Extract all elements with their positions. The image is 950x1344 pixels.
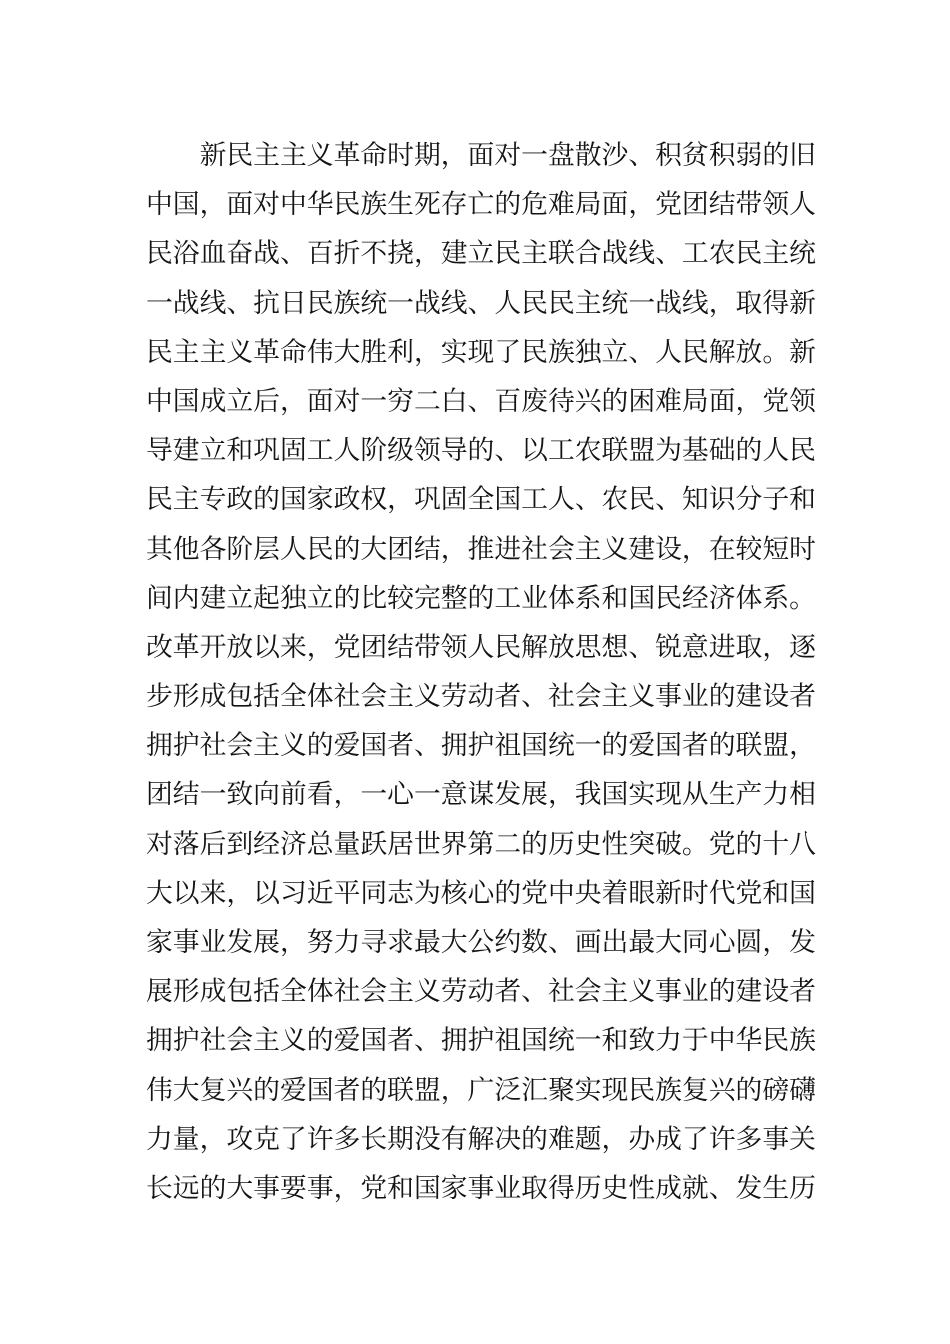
text-line: 中国，面对中华民族生死存亡的危难局面，党团结带领人 <box>146 189 816 221</box>
text-line: 中国成立后，面对一穷二白、百废待兴的困难局面，党领 <box>146 385 816 417</box>
text-line: 一战线、抗日民族统一战线、人民民主统一战线，取得新 <box>146 287 816 319</box>
text-line: 民主专政的国家政权，巩固全国工人、农民、知识分子和 <box>146 484 816 516</box>
text-line: 其他各阶层人民的大团结，推进社会主义建设，在较短时 <box>146 533 816 565</box>
text-line: 改革开放以来，党团结带领人民解放思想、锐意进取，逐 <box>146 631 816 663</box>
text-line: 间内建立起独立的比较完整的工业体系和国民经济体系。 <box>146 582 816 614</box>
text-line: 伟大复兴的爱国者的联盟，广泛汇聚实现民族复兴的磅礴 <box>146 1074 816 1106</box>
text-line: 民浴血奋战、百折不挠，建立民主联合战线、工农民主统 <box>146 238 816 270</box>
text-line: 新民主主义革命时期，面对一盘散沙、积贫积弱的旧 <box>146 140 816 171</box>
body-paragraph <box>146 131 816 1213</box>
text-line: 展形成包括全体社会主义劳动者、社会主义事业的建设者 <box>146 976 816 1008</box>
text-line: 步形成包括全体社会主义劳动者、社会主义事业的建设者 <box>146 681 816 713</box>
text-line: 拥护社会主义的爱国者、拥护祖国统一和致力于中华民族 <box>146 1025 816 1057</box>
text-line: 拥护社会主义的爱国者、拥护祖国统一的爱国者的联盟， <box>146 730 816 762</box>
text-line: 团结一致向前看，一心一意谋发展，我国实现从生产力相 <box>146 779 816 811</box>
text-line: 大以来，以习近平同志为核心的党中央着眼新时代党和国 <box>146 877 816 909</box>
text-line: 力量，攻克了许多长期没有解决的难题，办成了许多事关 <box>146 1123 816 1155</box>
text-line: 导建立和巩固工人阶级领导的、以工农联盟为基础的人民 <box>146 435 816 467</box>
text-line: 对落后到经济总量跃居世界第二的历史性突破。党的十八 <box>146 828 816 860</box>
text-line: 家事业发展，努力寻求最大公约数、画出最大同心圆，发 <box>146 927 816 958</box>
text-line: 民主主义革命伟大胜利，实现了民族独立、人民解放。新 <box>146 336 816 368</box>
text-line: 长远的大事要事，党和国家事业取得历史性成就、发生历 <box>146 1172 816 1204</box>
